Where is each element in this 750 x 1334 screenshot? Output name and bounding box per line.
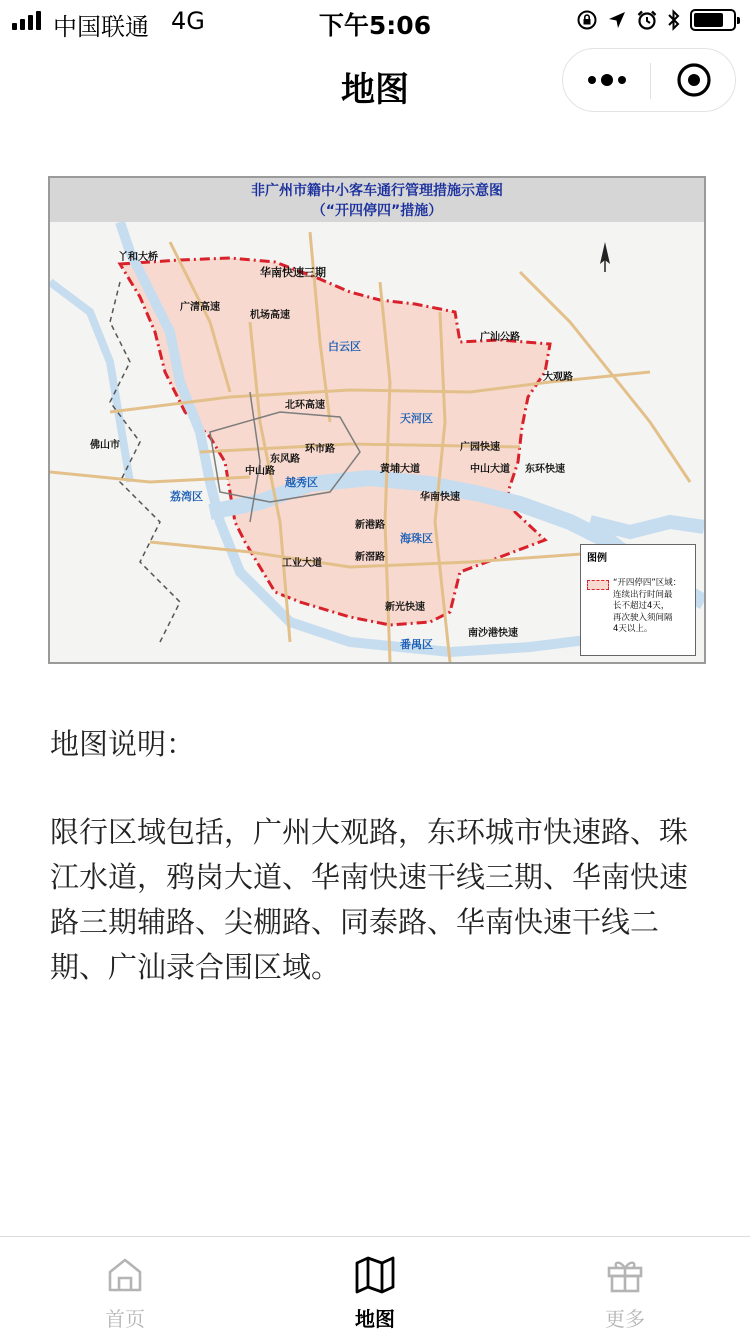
- map-label: 大观路: [543, 372, 573, 383]
- legend-line: “开四停四”区域：: [613, 578, 682, 588]
- map-label: 华南快速三期: [260, 266, 326, 279]
- map-label: 中山大道: [470, 464, 510, 475]
- rotation-lock-icon: [576, 9, 598, 31]
- map-label: 广园快速: [460, 442, 500, 453]
- map-label: 新港路: [355, 520, 385, 531]
- district-label: 越秀区: [285, 476, 318, 489]
- legend-row: [587, 578, 689, 636]
- tab-label: 更多: [605, 1307, 645, 1331]
- map-label: 南沙港快速: [468, 628, 518, 639]
- legend-line: 长不超过4天，: [613, 601, 670, 611]
- network-type: 4G: [171, 7, 205, 35]
- map-label: 中山路: [245, 466, 275, 477]
- district-label: 海珠区: [400, 532, 433, 545]
- legend-line: 4天以上。: [613, 624, 653, 634]
- legend-line: 连续出行时间最: [613, 589, 673, 600]
- map-label: 佛山市: [90, 440, 120, 451]
- map-label: 黄埔大道: [380, 464, 420, 475]
- tab-map[interactable]: [250, 1237, 500, 1334]
- map-legend: [580, 544, 696, 656]
- legend-line: 再次驶入须间隔: [613, 612, 673, 623]
- bluetooth-icon: [667, 9, 681, 31]
- map-label: 东风路: [270, 454, 300, 465]
- carrier-name: 中国联通: [53, 13, 149, 41]
- district-label: 番禺区: [400, 638, 433, 651]
- more-menu-button[interactable]: [563, 49, 650, 111]
- close-mini-program-button[interactable]: [651, 49, 737, 111]
- status-bar: [0, 0, 750, 40]
- map-title: [50, 178, 704, 222]
- status-time: 下午5:06: [318, 11, 432, 40]
- map-label: 广清高速: [180, 302, 220, 313]
- target-close-icon: [676, 62, 712, 98]
- map-label: 华南快速: [420, 492, 460, 503]
- description-body: 限行区域包括，广州大观路，东环城市快速路、珠江水道，鸦岗大道、华南快速干线三期、华南快速路三期辅路、尖棚路、同泰路、华南快速干线二期、广汕录合围区域。: [50, 815, 689, 984]
- page-title: 地图: [341, 70, 409, 110]
- tab-home[interactable]: [0, 1237, 250, 1334]
- map-label: 机场高速: [250, 310, 290, 321]
- map-title-line1: 非广州市籍中小客车通行管理措施示意图: [251, 183, 503, 199]
- battery-icon: [690, 9, 736, 31]
- district-label: 白云区: [328, 340, 361, 353]
- gift-icon: [605, 1255, 645, 1295]
- map-label: 环市路: [305, 444, 335, 455]
- dot-icon: [601, 74, 613, 86]
- legend-swatch: [587, 580, 609, 590]
- location-icon: [607, 10, 627, 30]
- legend-text: [613, 578, 681, 636]
- tab-label: 首页: [105, 1307, 145, 1331]
- district-label: 天河区: [400, 412, 433, 425]
- map-label: 新滘路: [355, 552, 385, 563]
- east-river: [590, 522, 704, 532]
- map-label: 新光快速: [385, 602, 425, 613]
- map-icon: [354, 1255, 396, 1295]
- status-icons: [576, 8, 736, 32]
- tab-more[interactable]: [500, 1237, 750, 1334]
- mini-program-capsule: [562, 48, 736, 112]
- alarm-icon: [636, 9, 658, 31]
- map-label: 广汕公路: [480, 332, 520, 343]
- tab-label: 地图: [355, 1307, 395, 1331]
- home-icon: [105, 1255, 145, 1295]
- legend-title: 图例: [587, 553, 607, 564]
- map-label: 工业大道: [282, 558, 322, 569]
- map-title-line2: （“开四停四”措施）: [311, 203, 443, 219]
- dot-icon: [618, 76, 626, 84]
- description-heading: 地图说明：: [50, 727, 196, 761]
- map-label: 东环快速: [525, 464, 565, 475]
- tab-bar: [0, 1236, 750, 1334]
- battery-level: [694, 13, 723, 27]
- nav-bar: [0, 40, 750, 128]
- map-label: 丫和大桥: [118, 252, 158, 263]
- restriction-map[interactable]: [48, 176, 706, 664]
- dot-icon: [588, 76, 596, 84]
- map-label: 北环高速: [285, 400, 325, 411]
- district-label: 荔湾区: [170, 490, 203, 503]
